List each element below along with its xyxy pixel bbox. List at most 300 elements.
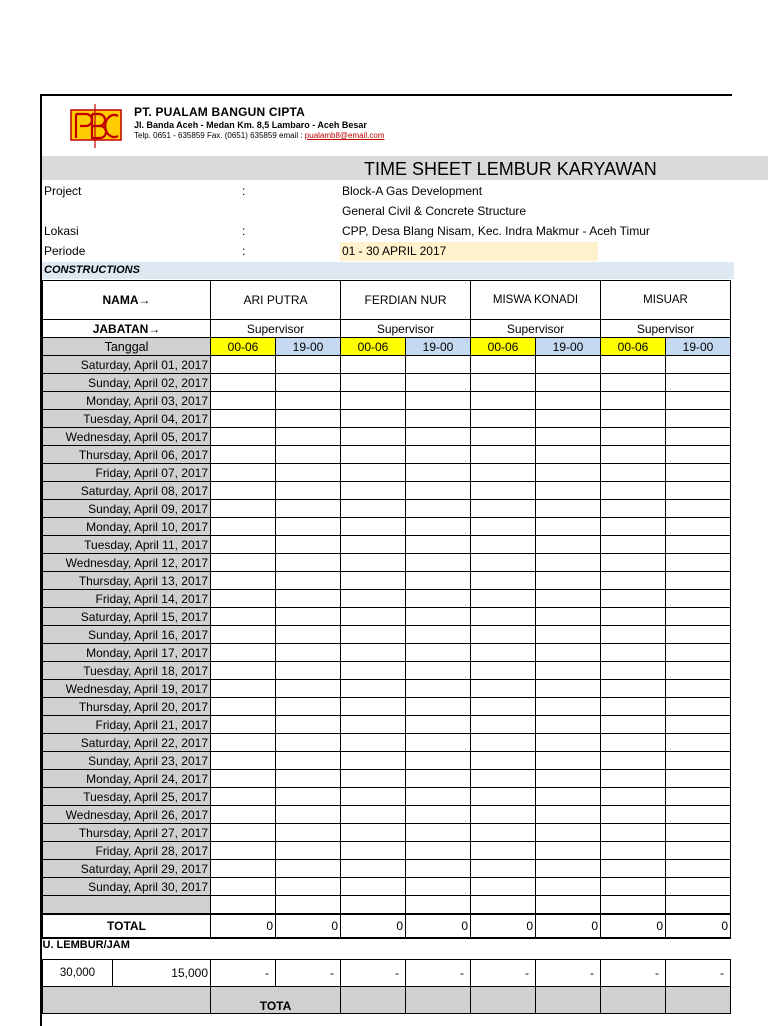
date-row <box>43 410 731 428</box>
hours-cell[interactable] <box>406 536 471 554</box>
hours-cell[interactable] <box>601 752 666 770</box>
hours-cell[interactable] <box>276 842 341 860</box>
hours-cell[interactable] <box>666 410 731 428</box>
hours-cell[interactable] <box>471 752 536 770</box>
hours-cell[interactable] <box>666 500 731 518</box>
hours-cell[interactable] <box>666 698 731 716</box>
hours-cell[interactable] <box>601 716 666 734</box>
hours-cell[interactable] <box>601 662 666 680</box>
hours-cell[interactable] <box>536 446 601 464</box>
hours-cell[interactable] <box>341 356 406 374</box>
hours-cell[interactable] <box>536 878 601 896</box>
hours-cell[interactable] <box>666 518 731 536</box>
date-row <box>43 662 731 680</box>
hours-cell[interactable] <box>471 896 536 915</box>
hours-cell[interactable] <box>341 626 406 644</box>
hours-cell[interactable] <box>211 896 276 915</box>
hours-cell[interactable] <box>276 752 341 770</box>
hours-cell[interactable] <box>406 878 471 896</box>
hours-cell[interactable] <box>406 518 471 536</box>
hours-cell[interactable] <box>601 788 666 806</box>
hours-cell[interactable] <box>341 428 406 446</box>
hours-cell[interactable] <box>471 536 536 554</box>
hours-cell[interactable] <box>341 464 406 482</box>
cutoff-row <box>43 987 731 1014</box>
hours-cell[interactable] <box>341 698 406 716</box>
hours-cell[interactable] <box>211 536 276 554</box>
hours-cell[interactable] <box>666 878 731 896</box>
page-title: TIME SHEET LEMBUR KARYAWAN <box>364 159 657 179</box>
hours-cell[interactable] <box>211 752 276 770</box>
hours-cell[interactable] <box>471 356 536 374</box>
hours-cell[interactable] <box>601 680 666 698</box>
amount-value: - <box>666 960 731 987</box>
date-row <box>43 878 731 896</box>
hours-cell[interactable] <box>211 518 276 536</box>
company-header <box>42 96 732 154</box>
hours-cell[interactable] <box>276 896 341 915</box>
hours-cell[interactable] <box>276 356 341 374</box>
hours-cell[interactable] <box>406 698 471 716</box>
hours-cell[interactable] <box>276 554 341 572</box>
hours-cell[interactable] <box>471 770 536 788</box>
hours-cell[interactable] <box>341 806 406 824</box>
hours-cell[interactable] <box>341 500 406 518</box>
hours-cell[interactable] <box>211 608 276 626</box>
hours-cell[interactable] <box>601 806 666 824</box>
hours-cell[interactable] <box>666 446 731 464</box>
company-phone: Telp. 0651 - 635859 Fax. (0651) 635859 email : <box>134 131 303 140</box>
hours-cell[interactable] <box>341 752 406 770</box>
hours-cell[interactable] <box>341 896 406 915</box>
hours-cell[interactable] <box>276 392 341 410</box>
hours-cell[interactable] <box>211 446 276 464</box>
hours-cell[interactable] <box>341 554 406 572</box>
hours-cell[interactable] <box>406 446 471 464</box>
hours-cell[interactable] <box>471 590 536 608</box>
rate-2: 15,000 <box>113 960 211 987</box>
hours-cell[interactable] <box>536 554 601 572</box>
hours-cell[interactable] <box>536 806 601 824</box>
hours-cell[interactable] <box>666 842 731 860</box>
hours-cell[interactable] <box>601 572 666 590</box>
hours-cell[interactable] <box>601 608 666 626</box>
hours-cell[interactable] <box>276 644 341 662</box>
hours-cell[interactable] <box>406 896 471 915</box>
hours-cell[interactable] <box>536 482 601 500</box>
hours-cell[interactable] <box>471 788 536 806</box>
hours-cell[interactable] <box>666 716 731 734</box>
hours-cell[interactable] <box>276 608 341 626</box>
hours-cell[interactable] <box>666 536 731 554</box>
hours-cell[interactable] <box>666 428 731 446</box>
hours-cell[interactable] <box>406 788 471 806</box>
company-contact <box>134 131 385 140</box>
hours-cell[interactable] <box>406 806 471 824</box>
hours-cell[interactable] <box>406 374 471 392</box>
hours-cell[interactable] <box>276 464 341 482</box>
hours-cell[interactable] <box>471 662 536 680</box>
hours-cell[interactable] <box>211 842 276 860</box>
hours-cell[interactable] <box>471 410 536 428</box>
hours-cell[interactable] <box>211 698 276 716</box>
hours-cell[interactable] <box>276 662 341 680</box>
hours-cell[interactable] <box>666 572 731 590</box>
hours-cell[interactable] <box>341 518 406 536</box>
hours-cell[interactable] <box>406 644 471 662</box>
hours-cell[interactable] <box>601 824 666 842</box>
hours-cell[interactable] <box>406 590 471 608</box>
date-row <box>43 716 731 734</box>
hours-cell[interactable] <box>601 518 666 536</box>
hours-cell[interactable] <box>406 842 471 860</box>
employee-name: MISWA KONADI <box>471 281 601 320</box>
date-cell: Monday, April 03, 2017 <box>43 392 211 410</box>
hours-cell[interactable] <box>536 356 601 374</box>
hours-cell[interactable] <box>341 410 406 428</box>
lokasi-label: Lokasi <box>44 224 79 238</box>
hours-cell[interactable] <box>211 824 276 842</box>
hours-cell[interactable] <box>471 734 536 752</box>
hours-cell[interactable] <box>276 572 341 590</box>
hours-cell[interactable] <box>211 500 276 518</box>
shift-label-19-00: 19-00 <box>276 338 341 356</box>
hours-cell[interactable] <box>341 608 406 626</box>
hours-cell[interactable] <box>276 482 341 500</box>
hours-cell[interactable] <box>211 428 276 446</box>
date-cell: Monday, April 10, 2017 <box>43 518 211 536</box>
date-row <box>43 356 731 374</box>
project-colon: : <box>242 184 246 198</box>
hours-cell[interactable] <box>406 770 471 788</box>
cutoff-label: TOTA <box>211 987 341 1014</box>
hours-cell[interactable] <box>471 572 536 590</box>
hours-cell[interactable] <box>666 680 731 698</box>
date-cell: Friday, April 28, 2017 <box>43 842 211 860</box>
project-label: Project <box>44 184 82 198</box>
hours-cell[interactable] <box>211 590 276 608</box>
hours-cell[interactable] <box>666 770 731 788</box>
hours-cell[interactable] <box>406 500 471 518</box>
hours-cell[interactable] <box>536 842 601 860</box>
hours-cell[interactable] <box>211 860 276 878</box>
hours-cell[interactable] <box>211 734 276 752</box>
hours-cell[interactable] <box>341 374 406 392</box>
hours-cell[interactable] <box>666 824 731 842</box>
hours-cell[interactable] <box>406 824 471 842</box>
hours-cell[interactable] <box>536 770 601 788</box>
employee-name: ARI PUTRA <box>211 281 341 320</box>
hours-cell[interactable] <box>471 554 536 572</box>
hours-cell[interactable] <box>536 608 601 626</box>
hours-cell[interactable] <box>666 482 731 500</box>
hours-cell[interactable] <box>211 806 276 824</box>
hours-cell[interactable] <box>341 590 406 608</box>
total-value: 0 <box>536 914 601 938</box>
hours-cell[interactable] <box>341 788 406 806</box>
hours-cell[interactable] <box>536 644 601 662</box>
section-label: CONSTRUCTIONS <box>42 262 734 279</box>
hours-cell[interactable] <box>601 392 666 410</box>
project-value-1: Block-A Gas Development <box>342 184 483 198</box>
date-cell: Saturday, April 22, 2017 <box>43 734 211 752</box>
hours-cell[interactable] <box>276 518 341 536</box>
hours-cell[interactable] <box>341 446 406 464</box>
hours-cell[interactable] <box>211 626 276 644</box>
date-row <box>43 392 731 410</box>
hours-cell[interactable] <box>341 680 406 698</box>
hours-cell[interactable] <box>471 500 536 518</box>
hours-cell[interactable] <box>211 392 276 410</box>
hours-cell[interactable] <box>666 788 731 806</box>
hours-cell[interactable] <box>406 752 471 770</box>
hours-cell[interactable] <box>536 410 601 428</box>
hours-cell[interactable] <box>601 860 666 878</box>
date-row <box>43 536 731 554</box>
employee-position: Supervisor <box>601 320 731 338</box>
hours-cell[interactable] <box>406 572 471 590</box>
hours-cell[interactable] <box>341 536 406 554</box>
hours-cell[interactable] <box>536 626 601 644</box>
total-value: 0 <box>666 914 731 938</box>
hours-cell[interactable] <box>211 770 276 788</box>
hours-cell[interactable] <box>666 806 731 824</box>
hours-cell[interactable] <box>341 842 406 860</box>
hours-cell[interactable] <box>276 500 341 518</box>
hours-cell[interactable] <box>666 356 731 374</box>
hours-cell[interactable] <box>536 896 601 915</box>
hours-cell[interactable] <box>341 392 406 410</box>
hours-cell[interactable] <box>666 392 731 410</box>
hours-cell[interactable] <box>536 824 601 842</box>
hours-cell[interactable] <box>211 644 276 662</box>
hours-cell[interactable] <box>276 446 341 464</box>
hours-cell[interactable] <box>341 734 406 752</box>
hours-cell[interactable] <box>211 716 276 734</box>
hours-cell[interactable] <box>341 716 406 734</box>
hours-cell[interactable] <box>471 878 536 896</box>
hours-cell[interactable] <box>211 572 276 590</box>
periode-label: Periode <box>44 244 86 258</box>
date-cell: Friday, April 14, 2017 <box>43 590 211 608</box>
hours-cell[interactable] <box>471 644 536 662</box>
hours-cell[interactable] <box>471 824 536 842</box>
hours-cell[interactable] <box>601 590 666 608</box>
amount-value: - <box>471 960 536 987</box>
hours-cell[interactable] <box>211 482 276 500</box>
date-cell: Thursday, April 06, 2017 <box>43 446 211 464</box>
hours-cell[interactable] <box>471 608 536 626</box>
total-row <box>43 914 731 938</box>
hours-cell[interactable] <box>276 860 341 878</box>
hours-cell[interactable] <box>276 698 341 716</box>
hours-cell[interactable] <box>406 356 471 374</box>
date-cell: Saturday, April 08, 2017 <box>43 482 211 500</box>
total-value: 0 <box>601 914 666 938</box>
lokasi-colon: : <box>242 224 246 238</box>
hours-cell[interactable] <box>666 860 731 878</box>
hours-cell[interactable] <box>341 824 406 842</box>
hours-cell[interactable] <box>601 896 666 915</box>
hours-cell[interactable] <box>276 878 341 896</box>
hours-cell[interactable] <box>211 878 276 896</box>
hours-cell[interactable] <box>666 752 731 770</box>
hours-cell[interactable] <box>601 734 666 752</box>
hours-cell[interactable] <box>601 698 666 716</box>
hours-cell[interactable] <box>601 374 666 392</box>
hours-cell[interactable] <box>406 716 471 734</box>
hours-cell[interactable] <box>471 698 536 716</box>
hours-cell[interactable] <box>601 500 666 518</box>
hours-cell[interactable] <box>536 860 601 878</box>
hours-cell[interactable] <box>211 662 276 680</box>
hours-cell[interactable] <box>211 788 276 806</box>
hours-cell[interactable] <box>276 770 341 788</box>
hours-cell[interactable] <box>666 626 731 644</box>
hours-cell[interactable] <box>211 464 276 482</box>
date-cell: Friday, April 07, 2017 <box>43 464 211 482</box>
hours-cell[interactable] <box>536 536 601 554</box>
hours-cell[interactable] <box>276 536 341 554</box>
hours-cell[interactable] <box>211 410 276 428</box>
hours-cell[interactable] <box>601 536 666 554</box>
hours-cell[interactable] <box>536 374 601 392</box>
hours-cell[interactable] <box>471 842 536 860</box>
hours-cell[interactable] <box>536 518 601 536</box>
hours-cell[interactable] <box>276 410 341 428</box>
hours-cell[interactable] <box>406 680 471 698</box>
hours-cell[interactable] <box>601 410 666 428</box>
hours-cell[interactable] <box>406 554 471 572</box>
hours-cell[interactable] <box>536 788 601 806</box>
hours-cell[interactable] <box>471 716 536 734</box>
hours-cell[interactable] <box>536 590 601 608</box>
hours-cell[interactable] <box>536 716 601 734</box>
name-row <box>43 281 731 320</box>
hours-cell[interactable] <box>601 446 666 464</box>
hours-cell[interactable] <box>536 428 601 446</box>
hours-cell[interactable] <box>276 806 341 824</box>
hours-cell[interactable] <box>406 464 471 482</box>
hours-cell[interactable] <box>601 464 666 482</box>
hours-cell[interactable] <box>536 698 601 716</box>
hours-cell[interactable] <box>406 662 471 680</box>
hours-cell[interactable] <box>276 716 341 734</box>
jabatan-label: JABATAN→ <box>43 320 211 338</box>
hours-cell[interactable] <box>601 482 666 500</box>
hours-cell[interactable] <box>536 500 601 518</box>
date-cell: Thursday, April 13, 2017 <box>43 572 211 590</box>
hours-cell[interactable] <box>666 608 731 626</box>
hours-cell[interactable] <box>666 662 731 680</box>
date-cell: Saturday, April 29, 2017 <box>43 860 211 878</box>
hours-cell[interactable] <box>276 374 341 392</box>
date-row <box>43 644 731 662</box>
hours-cell[interactable] <box>406 410 471 428</box>
date-row <box>43 374 731 392</box>
hours-cell[interactable] <box>341 482 406 500</box>
hours-cell[interactable] <box>471 482 536 500</box>
hours-cell[interactable] <box>276 824 341 842</box>
date-cell: Tuesday, April 18, 2017 <box>43 662 211 680</box>
hours-cell[interactable] <box>406 626 471 644</box>
hours-cell[interactable] <box>666 554 731 572</box>
hours-cell[interactable] <box>666 590 731 608</box>
hours-cell[interactable] <box>666 734 731 752</box>
hours-cell[interactable] <box>406 608 471 626</box>
hours-cell[interactable] <box>536 572 601 590</box>
hours-cell[interactable] <box>471 374 536 392</box>
hours-cell[interactable] <box>601 428 666 446</box>
hours-cell[interactable] <box>536 680 601 698</box>
hours-cell[interactable] <box>406 392 471 410</box>
hours-cell[interactable] <box>211 680 276 698</box>
hours-cell[interactable] <box>211 554 276 572</box>
date-cell: Thursday, April 27, 2017 <box>43 824 211 842</box>
hours-cell[interactable] <box>341 662 406 680</box>
hours-cell[interactable] <box>276 626 341 644</box>
hours-cell[interactable] <box>601 644 666 662</box>
project-value-2: General Civil & Concrete Structure <box>342 204 527 218</box>
hours-cell[interactable] <box>601 770 666 788</box>
hours-cell[interactable] <box>406 734 471 752</box>
hours-cell[interactable] <box>406 428 471 446</box>
hours-cell[interactable] <box>536 662 601 680</box>
hours-cell[interactable] <box>601 554 666 572</box>
hours-cell[interactable] <box>276 428 341 446</box>
shift-label-19-00: 19-00 <box>406 338 471 356</box>
hours-cell[interactable] <box>536 464 601 482</box>
hours-cell[interactable] <box>601 878 666 896</box>
hours-cell[interactable] <box>471 428 536 446</box>
hours-cell[interactable] <box>276 788 341 806</box>
hours-cell[interactable] <box>536 392 601 410</box>
employee-name: FERDIAN NUR <box>341 281 471 320</box>
amount-value: - <box>341 960 406 987</box>
hours-cell[interactable] <box>471 626 536 644</box>
hours-cell[interactable] <box>406 860 471 878</box>
hours-cell[interactable] <box>276 680 341 698</box>
hours-cell[interactable] <box>471 806 536 824</box>
hours-cell[interactable] <box>601 626 666 644</box>
hours-cell[interactable] <box>211 356 276 374</box>
hours-cell[interactable] <box>276 734 341 752</box>
hours-cell[interactable] <box>666 464 731 482</box>
hours-cell[interactable] <box>666 644 731 662</box>
hours-cell[interactable] <box>471 464 536 482</box>
hours-cell[interactable] <box>666 896 731 915</box>
hours-cell[interactable] <box>341 572 406 590</box>
hours-cell[interactable] <box>341 878 406 896</box>
hours-cell[interactable] <box>601 356 666 374</box>
hours-cell[interactable] <box>471 680 536 698</box>
hours-cell[interactable] <box>341 644 406 662</box>
hours-cell[interactable] <box>341 770 406 788</box>
hours-cell[interactable] <box>276 590 341 608</box>
hours-cell[interactable] <box>536 752 601 770</box>
hours-cell[interactable] <box>406 482 471 500</box>
hours-cell[interactable] <box>471 446 536 464</box>
hours-cell[interactable] <box>536 734 601 752</box>
hours-cell[interactable] <box>341 860 406 878</box>
rate-1: 30,000 <box>43 960 113 987</box>
hours-cell[interactable] <box>471 392 536 410</box>
hours-cell[interactable] <box>666 374 731 392</box>
hours-cell[interactable] <box>471 860 536 878</box>
hours-cell[interactable] <box>601 842 666 860</box>
hours-cell[interactable] <box>471 518 536 536</box>
hours-cell[interactable] <box>211 374 276 392</box>
